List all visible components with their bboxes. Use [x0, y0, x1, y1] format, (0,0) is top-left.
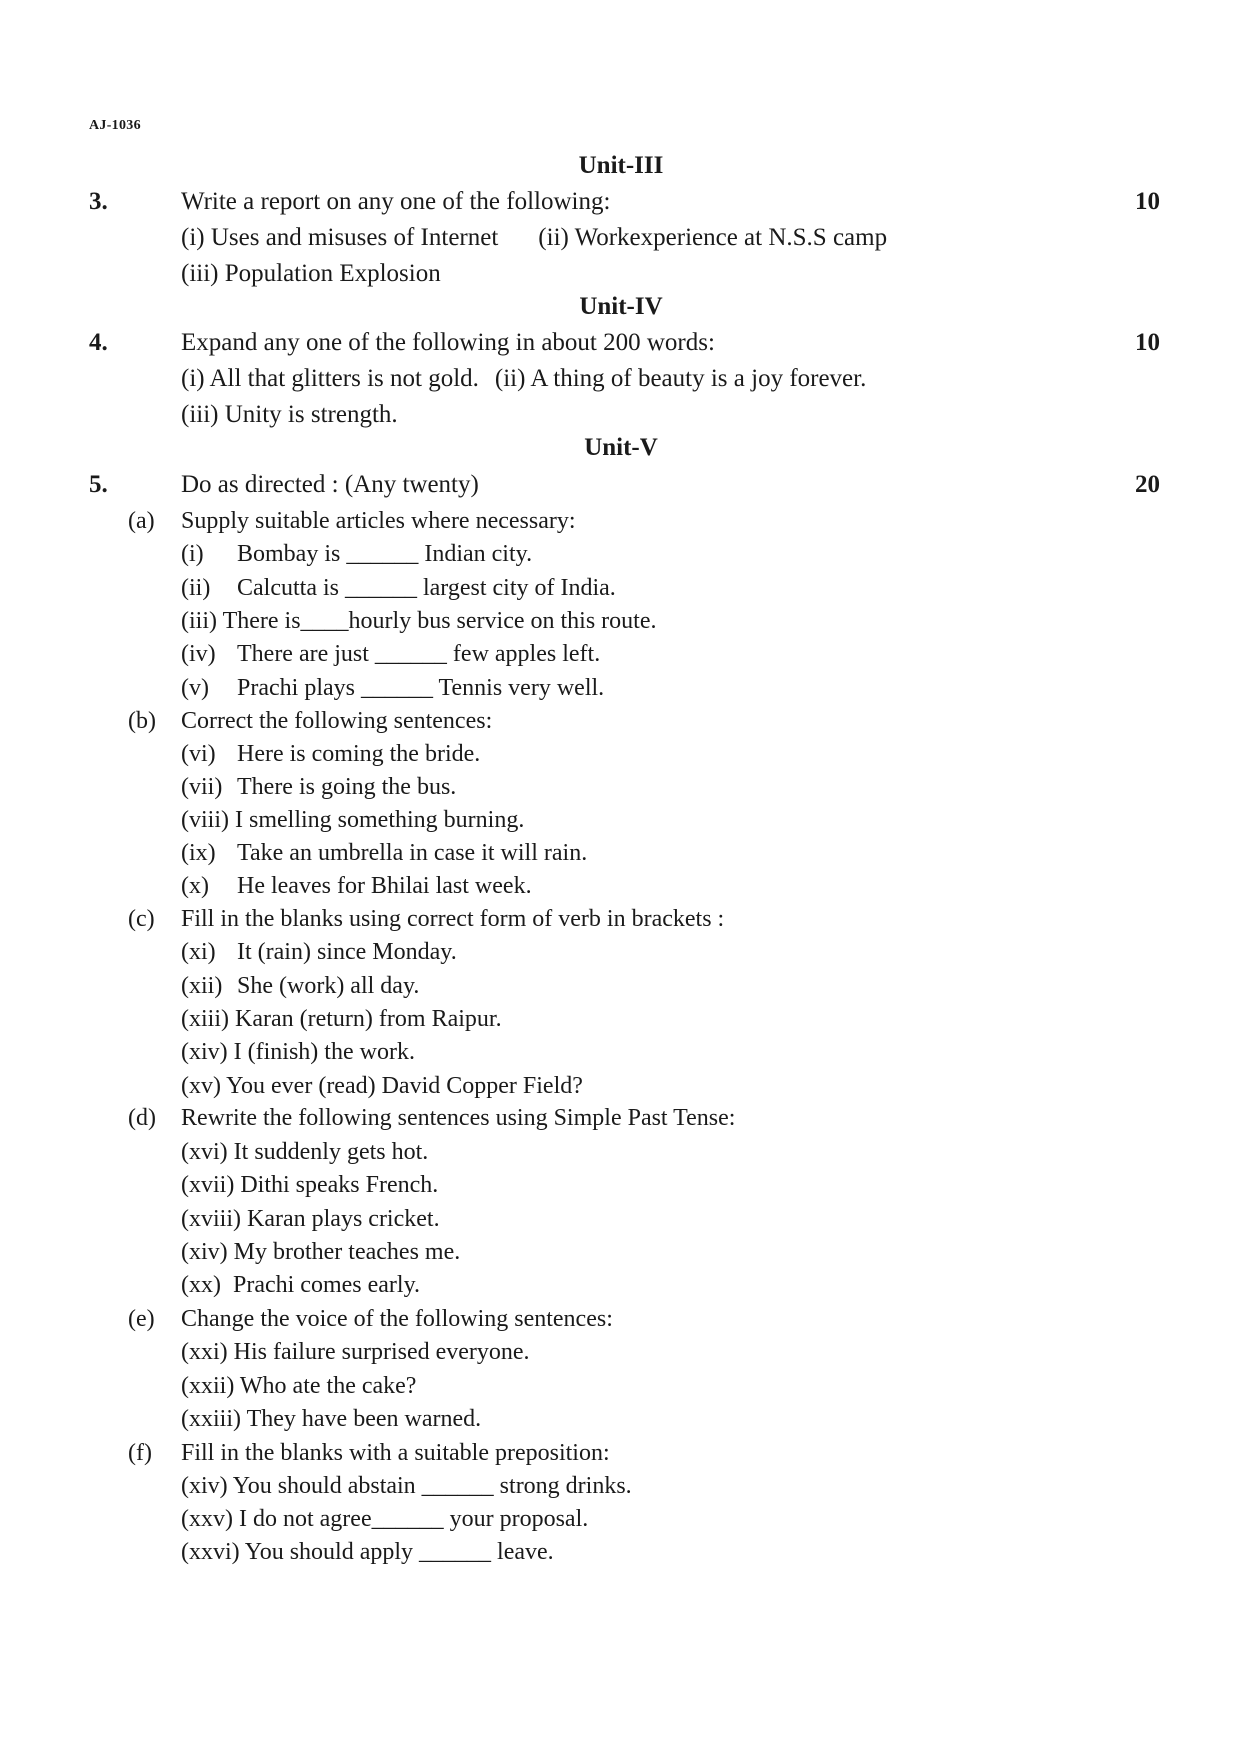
list-item: (v) Prachi plays ______ Tennis very well.	[181, 675, 605, 701]
section-e-instruction: Change the voice of the following sentences:	[181, 1306, 613, 1332]
list-item: (vi) Here is coming the bride.	[181, 741, 481, 767]
list-item: (xvii) Dithi speaks French.	[181, 1172, 439, 1198]
list-item: (xiv) My brother teaches me.	[181, 1239, 461, 1265]
question-4-text: Expand any one of the following in about 200 words:	[181, 329, 715, 356]
list-item: (xxii) Who ate the cake?	[181, 1373, 417, 1399]
list-item: (iii) There is____hourly bus service on this route.	[181, 608, 657, 634]
list-item: (xiii) Karan (return) from Raipur.	[181, 1006, 502, 1032]
list-item: (xxv) I do not agree______ your proposal.	[181, 1506, 589, 1532]
list-item: (vii) There is going the bus.	[181, 774, 457, 800]
list-item: (xxi) His failure surprised everyone.	[181, 1339, 530, 1365]
list-item: (xv) You ever (read) David Copper Field?	[181, 1073, 583, 1099]
question-5-text: Do as directed : (Any twenty)	[181, 471, 479, 498]
question-3-text: Write a report on any one of the following:	[181, 188, 611, 215]
list-item: (xi) It (rain) since Monday.	[181, 939, 457, 965]
question-3-marks: 10	[1135, 188, 1160, 215]
option: (i) All that glitters is not gold.	[181, 365, 479, 392]
list-item: (xvi) It suddenly gets hot.	[181, 1139, 429, 1165]
question-4-options-row-1	[181, 365, 866, 393]
list-item: (ii) Calcutta is ______ largest city of India.	[181, 575, 616, 601]
question-3-options-row-1	[181, 224, 887, 252]
section-a-instruction: Supply suitable articles where necessary:	[181, 508, 576, 534]
list-item: (xii) She (work) all day.	[181, 973, 420, 999]
list-item: (xiv) You should abstain ______ strong drinks.	[181, 1473, 632, 1499]
unit-4-heading: Unit-IV	[579, 293, 663, 320]
section-d-instruction: Rewrite the following sentences using Simple Past Tense:	[181, 1105, 736, 1131]
paper-code: AJ-1036	[89, 118, 141, 133]
question-5-marks: 20	[1135, 471, 1160, 498]
section-c-label: (c)	[128, 906, 155, 932]
option: (i) Uses and misuses of Internet	[181, 224, 499, 251]
list-item: (xxiii) They have been warned.	[181, 1406, 482, 1432]
section-b-instruction: Correct the following sentences:	[181, 708, 493, 734]
list-item: (iv) There are just ______ few apples left.	[181, 641, 601, 667]
list-item: (x) He leaves for Bhilai last week.	[181, 873, 532, 899]
option: (iii) Unity is strength.	[181, 401, 398, 428]
section-a-label: (a)	[128, 508, 155, 534]
list-item: (viii) I smelling something burning.	[181, 807, 525, 833]
question-5-number: 5.	[89, 471, 108, 498]
section-f-instruction: Fill in the blanks with a suitable preposition:	[181, 1440, 610, 1466]
section-e-label: (e)	[128, 1306, 155, 1332]
section-b-label: (b)	[128, 708, 156, 734]
option: (iii) Population Explosion	[181, 260, 441, 287]
question-4-number: 4.	[89, 329, 108, 356]
unit-5-heading: Unit-V	[584, 434, 658, 461]
list-item: (xviii) Karan plays cricket.	[181, 1206, 440, 1232]
section-c-instruction: Fill in the blanks using correct form of verb in brackets :	[181, 906, 725, 932]
list-item: (i) Bombay is ______ Indian city.	[181, 541, 533, 567]
section-f-label: (f)	[128, 1440, 152, 1466]
question-3-number: 3.	[89, 188, 108, 215]
question-4-marks: 10	[1135, 329, 1160, 356]
section-d-label: (d)	[128, 1105, 156, 1131]
list-item: (xiv) I (finish) the work.	[181, 1039, 415, 1065]
option: (ii) Workexperience at N.S.S camp	[538, 224, 888, 251]
list-item: (xxvi) You should apply ______ leave.	[181, 1539, 554, 1565]
unit-3-heading: Unit-III	[578, 152, 664, 179]
list-item: (xx) Prachi comes early.	[181, 1272, 421, 1298]
list-item: (ix) Take an umbrella in case it will rain.	[181, 840, 588, 866]
option: (ii) A thing of beauty is a joy forever.	[494, 365, 867, 392]
